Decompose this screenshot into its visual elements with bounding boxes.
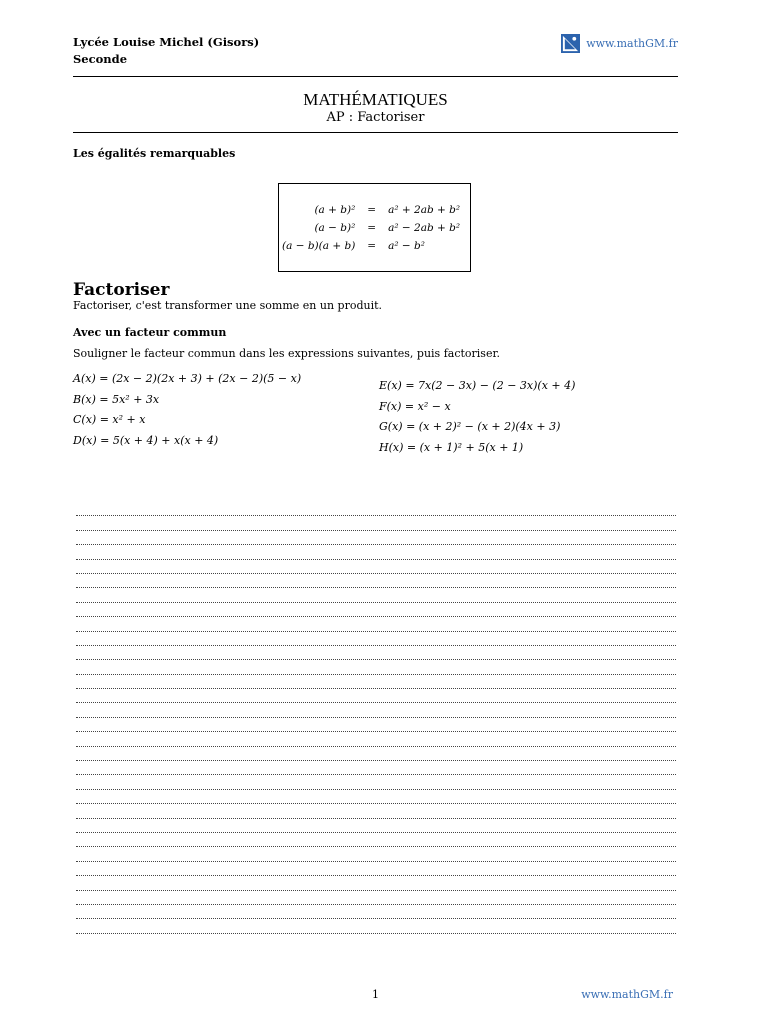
- answer-line[interactable]: [76, 545, 676, 559]
- header-left: [73, 34, 259, 68]
- answer-line[interactable]: [76, 574, 676, 588]
- page-title: MATHÉMATIQUES: [303, 90, 448, 109]
- answer-line[interactable]: [76, 819, 676, 833]
- identities-heading: Les égalités remarquables: [73, 147, 236, 160]
- identity-lhs: (a − b)²: [314, 222, 356, 234]
- answer-line[interactable]: [76, 689, 676, 703]
- header-website-link[interactable]: www.mathGM.fr: [586, 37, 678, 50]
- identity-lhs: (a + b)²: [314, 204, 356, 216]
- answer-line[interactable]: [76, 560, 676, 574]
- top-rule: [73, 76, 678, 77]
- mathgm-logo-icon: [561, 34, 580, 53]
- identity-rhs: a² − 2ab + b²: [388, 222, 461, 234]
- answer-line[interactable]: [76, 632, 676, 646]
- answer-lines: [76, 502, 676, 934]
- answer-line[interactable]: [76, 660, 676, 674]
- expression-item: C(x) = x² + x: [73, 413, 146, 426]
- answer-line[interactable]: [76, 675, 676, 689]
- page-number: 1: [372, 988, 379, 1001]
- identity-lhs: (a − b)(a + b): [282, 240, 356, 252]
- title-rule: [73, 132, 678, 133]
- answer-line[interactable]: [76, 790, 676, 804]
- right-expressions: [379, 376, 575, 458]
- identities-table: [282, 201, 460, 255]
- expression-item: E(x) = 7x(2 − 3x) − (2 − 3x)(x + 4): [379, 379, 576, 392]
- expression-item: A(x) = (2x − 2)(2x + 3) + (2x − 2)(5 − x): [73, 372, 302, 385]
- title-block: [73, 90, 678, 125]
- left-expressions: [73, 369, 301, 451]
- answer-line[interactable]: [76, 502, 676, 516]
- answer-line[interactable]: [76, 775, 676, 789]
- answer-line[interactable]: [76, 747, 676, 761]
- answer-line[interactable]: [76, 718, 676, 732]
- identity-rhs: a² + 2ab + b²: [388, 204, 461, 216]
- identity-equals: =: [367, 222, 377, 234]
- answer-line[interactable]: [76, 891, 676, 905]
- identity-row: [282, 201, 460, 219]
- common-factor-heading: Avec un facteur commun: [73, 326, 227, 339]
- answer-line[interactable]: [76, 761, 676, 775]
- expression-item: D(x) = 5(x + 4) + x(x + 4): [73, 433, 219, 447]
- factoriser-heading: Factoriser: [73, 280, 170, 300]
- identity-equals: =: [367, 240, 377, 252]
- answer-line[interactable]: [76, 862, 676, 876]
- expression-item: G(x) = (x + 2)² − (x + 2)(4x + 3): [379, 420, 561, 433]
- answer-line[interactable]: [76, 516, 676, 530]
- class-name: Seconde: [73, 52, 128, 66]
- expression-item: F(x) = x² − x: [379, 399, 451, 413]
- page-subtitle: AP : Factoriser: [326, 110, 425, 125]
- factoriser-definition: Factoriser, c'est transformer une somme en un produit.: [73, 299, 383, 312]
- identity-equals: =: [367, 204, 377, 216]
- answer-line[interactable]: [76, 919, 676, 933]
- answer-line[interactable]: [76, 531, 676, 545]
- school-name: Lycée Louise Michel (Gisors): [73, 35, 260, 49]
- identity-row: [282, 219, 460, 237]
- answer-line[interactable]: [76, 617, 676, 631]
- answer-line[interactable]: [76, 905, 676, 919]
- answer-line[interactable]: [76, 833, 676, 847]
- answer-line[interactable]: [76, 732, 676, 746]
- answer-line[interactable]: [76, 603, 676, 617]
- answer-line[interactable]: [76, 804, 676, 818]
- answer-line[interactable]: [76, 646, 676, 660]
- identities-box: [278, 183, 471, 272]
- answer-line[interactable]: [76, 588, 676, 602]
- identity-row: [282, 237, 460, 255]
- answer-line[interactable]: [76, 876, 676, 890]
- exercise-instruction: Souligner le facteur commun dans les expressions suivantes, puis factoriser.: [73, 347, 501, 360]
- answer-line[interactable]: [76, 703, 676, 717]
- expression-item: B(x) = 5x² + 3x: [73, 392, 160, 406]
- header-right: [561, 34, 678, 53]
- answer-line[interactable]: [76, 847, 676, 861]
- expression-item: H(x) = (x + 1)² + 5(x + 1): [379, 440, 524, 454]
- identity-rhs: a² − b²: [388, 240, 425, 252]
- footer-website-link[interactable]: www.mathGM.fr: [581, 988, 673, 1001]
